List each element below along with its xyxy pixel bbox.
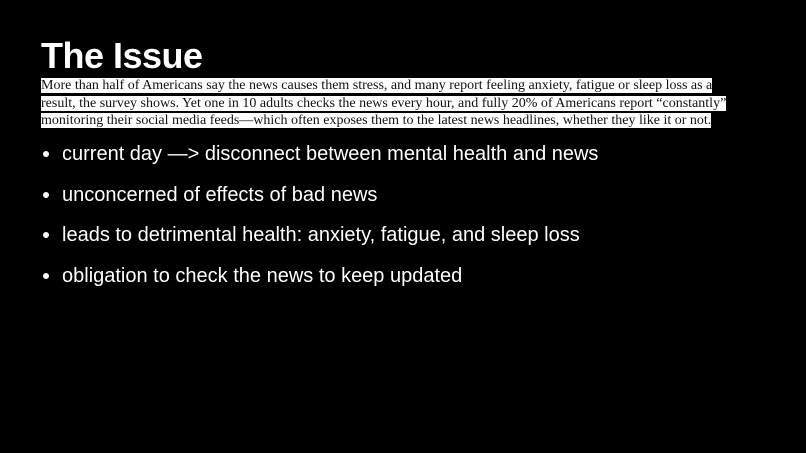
- bullet-dot-icon: [43, 232, 49, 238]
- slide-title: The Issue: [41, 35, 203, 76]
- bullet-dot-icon: [43, 192, 49, 198]
- bullet-text: current day —> disconnect between mental health and news: [62, 143, 599, 165]
- highlighted-quote-line: monitoring their social media feeds—which often exposes them to the latest news headlines, whether they like it or not.: [41, 113, 712, 128]
- quoted-article-excerpt: [41, 77, 763, 130]
- bullet-item: [41, 181, 781, 209]
- bullet-dot-icon: [43, 273, 49, 279]
- highlighted-quote-line: result, the survey shows. Yet one in 10 adults checks the news every hour, and fully 20% of Americans report “constantly”: [41, 95, 727, 111]
- bullet-item: [41, 140, 781, 168]
- bullet-text: obligation to check the news to keep updated: [62, 264, 463, 287]
- bullet-list: [41, 140, 781, 302]
- bullet-dot-icon: [43, 151, 49, 157]
- highlighted-quote-line: More than half of Americans say the news causes them stress, and many report feeling anxiety, fatigue or sleep loss as a: [41, 78, 713, 93]
- bullet-item: [41, 221, 781, 249]
- bullet-text: leads to detrimental health: anxiety, fatigue, and sleep loss: [62, 224, 580, 246]
- bullet-item: [41, 262, 781, 290]
- bullet-text: unconcerned of effects of bad news: [62, 183, 378, 206]
